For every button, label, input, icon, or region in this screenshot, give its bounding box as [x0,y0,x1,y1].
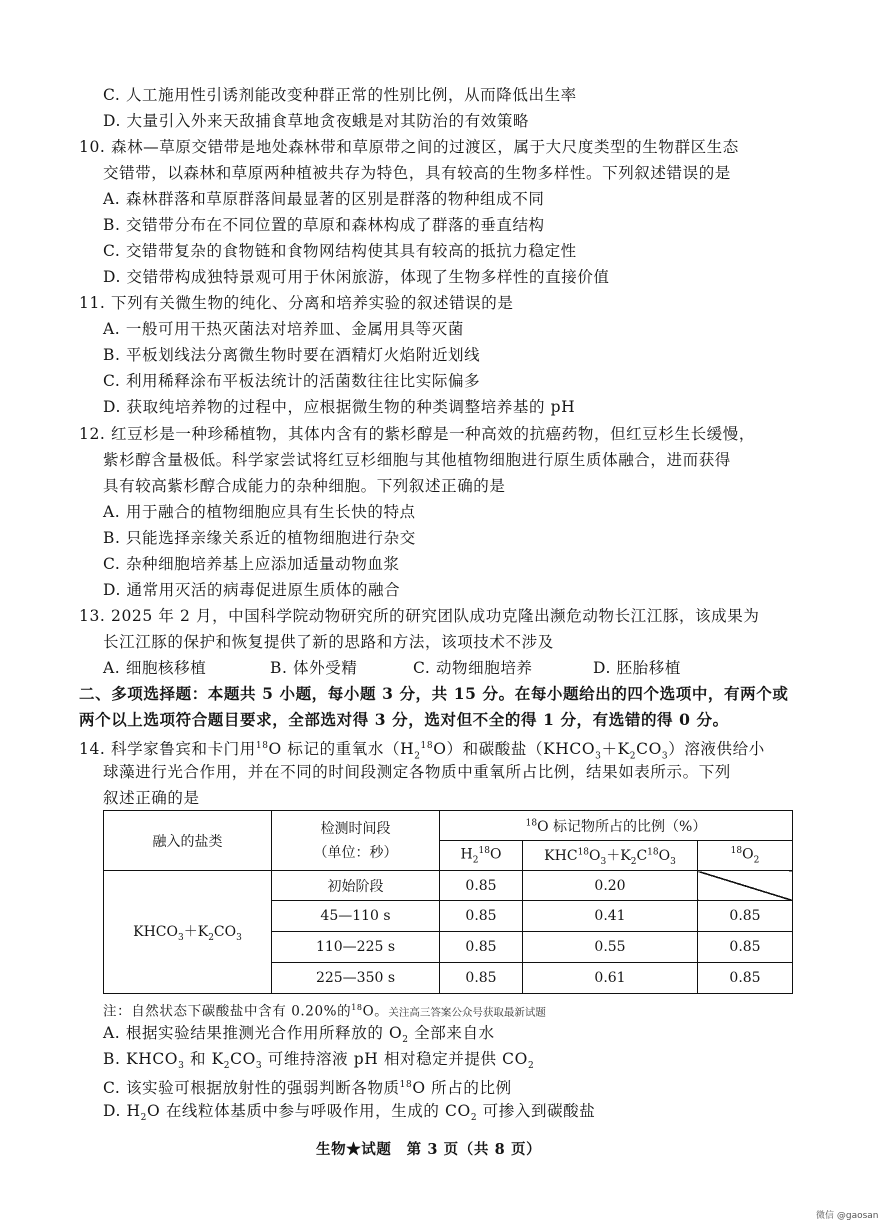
q13-stem-line2: 长江江豚的保护和恢复提供了新的思路和方法，该项技术不涉及 [103,633,554,651]
q14-option-b: B. $KHCO_3$ 和 $K_2CO_3$ 可维持溶液 pH 相对稳定并提供 $CO_2$ [103,1050,535,1072]
page-footer: 生物★试题 第 3 页（共 8 页） [316,1141,542,1158]
q11-option-b: B. 平板划线法分离微生物时要在酒精灯火焰附近划线 [103,346,481,364]
header-o2: $^{18}O_2$ [698,841,793,871]
section2-header-line1: 二、多项选择题：本题共 5 小题，每小题 3 分，共 15 分。在每小题给出的四个选项中，有两个或 [79,684,789,703]
q10-stem-line2: 交错带，以森林和草原两种植被共存为特色，具有较高的生物多样性。下列叙述错误的是 [103,164,731,182]
o2-cell-empty [698,871,793,901]
section2-header-line2: 两个以上选项符合题目要求，全部选对得 3 分，选对但不全的得 1 分，有选错的得 0 分。 [79,710,729,729]
o2-cell: 0.85 [698,932,793,963]
q13-option-b: B. 体外受精 [270,659,358,677]
q14-option-a: A. 根据实验结果推测光合作用所释放的 $O_2$ 全部来自水 [103,1024,495,1046]
table-note: 注：自然状态下碳酸盐中含有 0.20%的$^{18}$O。关注高三答案公众号获取最新试题 [103,1003,546,1020]
h2o-cell: 0.85 [440,871,523,901]
q11-option-a: A. 一般可用干热灭菌法对培养皿、金属用具等灭菌 [103,320,464,338]
header-carbonate: $KHC^{18}O_3+K_2C^{18}O_3$ [523,841,698,871]
period-cell: 初始阶段 [272,871,440,901]
carbonate-cell: 0.41 [523,901,698,932]
header-period: 检测时间段 （单位：秒） [272,811,440,871]
header-h2o: $H_2^{18}O$ [440,841,523,871]
q14-stem-line2: 球藻进行光合作用，并在不同的时间段测定各物质中重氧所占比例，结果如表所示。下列 [103,763,731,781]
period-cell: 110—225 s [272,932,440,963]
q9-option-d: D. 大量引入外来天敌捕食草地贪夜蛾是对其防治的有效策略 [103,112,530,130]
o2-cell: 0.85 [698,901,793,932]
table-row [104,871,793,901]
header-ratio-group: $^{18}$O 标记物所占的比例（%） [440,811,793,841]
q14-stem-line3: 叙述正确的是 [103,789,200,807]
q12-option-c: C. 杂种细胞培养基上应添加适量动物血浆 [103,555,400,573]
q13-option-d: D. 胚胎移植 [593,659,681,677]
q13-option-a: A. 细胞核移植 [103,659,207,677]
q11-option-c: C. 利用稀释涂布平板法统计的活菌数往往比实际偏多 [103,372,481,390]
q12-stem-line2: 紫杉醇含量极低。科学家尝试将红豆杉细胞与其他植物细胞进行原生质体融合，进而获得 [103,451,731,469]
carbonate-cell: 0.61 [523,963,698,994]
promo-note: 关注高三答案公众号获取最新试题 [388,1006,546,1019]
watermark: 微信 @gaosan [816,1211,879,1221]
q12-option-a: A. 用于融合的植物细胞应具有生长快的特点 [103,503,416,521]
q12-option-d: D. 通常用灭活的病毒促进原生质体的融合 [103,581,401,599]
q10-option-d: D. 交错带构成独特景观可用于休闲旅游，体现了生物多样性的直接价值 [103,268,610,286]
q10-option-a: A. 森林群落和草原群落间最显著的区别是群落的物种组成不同 [103,190,545,208]
carbonate-cell: 0.55 [523,932,698,963]
q12-option-b: B. 只能选择亲缘关系近的植物细胞进行杂交 [103,529,416,547]
period-cell: 225—350 s [272,963,440,994]
q12-stem-line3: 具有较高紫杉醇合成能力的杂种细胞。下列叙述正确的是 [103,477,506,495]
q9-option-c: C. 人工施用性引诱剂能改变种群正常的性别比例，从而降低出生率 [103,86,577,104]
q10-option-c: C. 交错带复杂的食物链和食物网结构使其具有较高的抵抗力稳定性 [103,242,577,260]
q14-data-table [103,810,793,994]
q14-stem-line1: 14. 科学家鲁宾和卡门用$^{18}$O 标记的重氧水$(H_2^{18}O)$和碳酸盐$(KHCO_3+K_2CO_3)$溶液供给小 [79,740,765,762]
o2-cell: 0.85 [698,963,793,994]
salt-cell: $KHCO_3+K_2CO_3$ [104,871,272,994]
carbonate-cell: 0.20 [523,871,698,901]
q13-stem-line1: 13. 2025 年 2 月，中国科学院动物研究所的研究团队成功克隆出濒危动物长江江豚，该成果为 [79,607,760,625]
q14-option-d: D. $H_2O$ 在线粒体基质中参与呼吸作用，生成的 $CO_2$ 可掺入到碳酸盐 [103,1102,596,1124]
q12-stem-line1: 12. 红豆杉是一种珍稀植物，其体内含有的紫杉醇是一种高效的抗癌药物，但红豆杉生长缓慢， [79,425,755,443]
header-salt: 融入的盐类 [104,811,272,871]
h2o-cell: 0.85 [440,963,523,994]
q14-option-c: C. 该实验可根据放射性的强弱判断各物质$^{18}$O 所占的比例 [103,1079,512,1098]
q11-stem: 11. 下列有关微生物的纯化、分离和培养实验的叙述错误的是 [79,294,514,312]
period-cell: 45—110 s [272,901,440,932]
q10-stem-line1: 10. 森林—草原交错带是地处森林带和草原带之间的过渡区，属于大尺度类型的生物群区生态 [79,138,739,156]
h2o-cell: 0.85 [440,932,523,963]
q10-option-b: B. 交错带分布在不同位置的草原和森林构成了群落的垂直结构 [103,216,545,234]
q13-option-c: C. 动物细胞培养 [413,659,533,677]
q11-option-d: D. 获取纯培养物的过程中，应根据微生物的种类调整培养基的 pH [103,398,576,416]
h2o-cell: 0.85 [440,901,523,932]
